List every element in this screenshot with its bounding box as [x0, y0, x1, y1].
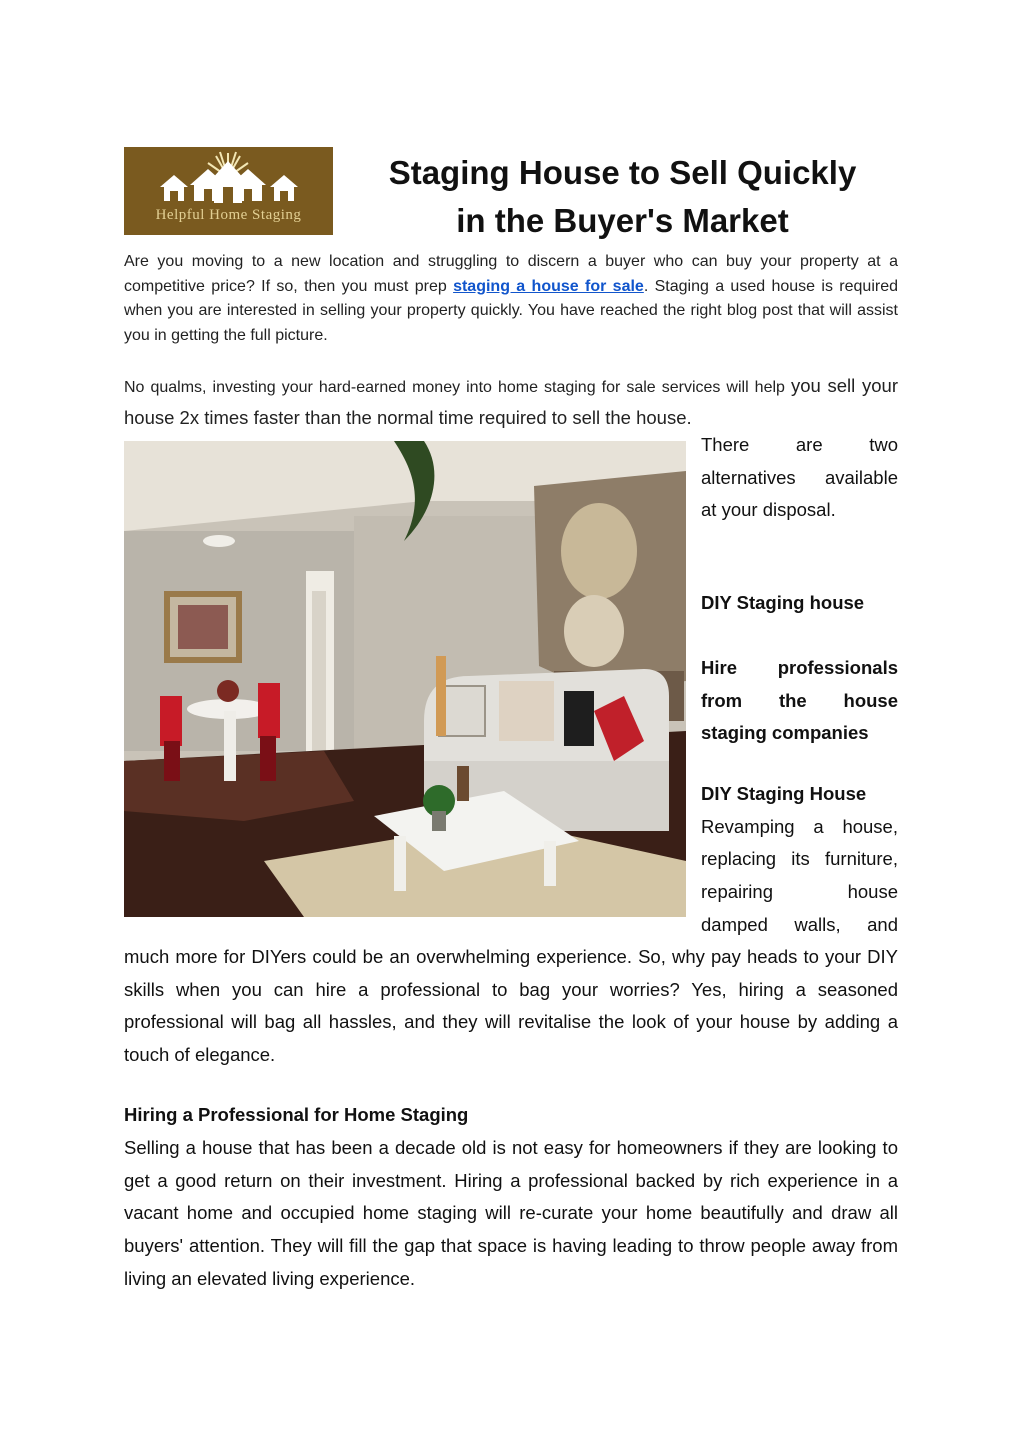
title-line-2: in the Buyer's Market	[456, 202, 789, 239]
intro-paragraph	[124, 250, 898, 348]
option-hire-line-2: from the house	[701, 690, 898, 711]
diy-line-2: replacing its furniture,	[701, 848, 898, 869]
second-paragraph-small: No qualms, investing your hard-earned money into home staging for sale services will help	[124, 379, 785, 396]
diy-continued-paragraph: much more for DIYers could be an overwhelming experience. So, why pay heads to your DIY skills when you can hire a professional to bag your worries? Yes, hiring a seasoned professional will bag all hassles, and they will revitalise the look of your house by adding a touch of elegance.	[124, 946, 898, 1066]
logo-wordmark: Helpful Home Staging	[155, 207, 302, 223]
intro-text-start: Are you moving to a new location and struggling to discern a buyer who can buy your property at a competitive price? If so, then you must prep	[124, 253, 898, 295]
diy-section-heading: DIY Staging House	[701, 783, 867, 804]
alternatives-line-2: alternatives available	[701, 467, 898, 488]
company-logo	[124, 147, 333, 235]
page-title	[345, 149, 900, 245]
living-room-image	[124, 441, 686, 917]
alternatives-line-3: at your disposal.	[701, 499, 836, 520]
diy-line-4: damped walls, and	[701, 914, 898, 935]
hiring-paragraph: Selling a house that has been a decade old is not easy for homeowners if they are looking to get a good return on their investment. Hiring a professional backed by rich experience in a vacant home and occupied home staging will re-curate your home beautifully and draw all buyers' attention. They will fill the gap that space is having leading to throw people away from living an elevated living experience.	[124, 1137, 898, 1289]
intro-text-end: . Staging a used house is required when you are interested in selling your property quickly. You have reached the right blog post that will assist you in getting the full picture.	[124, 277, 899, 344]
option-hire-line-3: staging companies	[701, 722, 869, 743]
staging-house-for-sale-link[interactable]: staging a house for sale	[453, 277, 644, 295]
diy-line-1: Revamping a house,	[701, 816, 898, 837]
second-paragraph-large: you sell your house 2x times faster than the normal time required to sell the house.	[124, 375, 898, 428]
diy-line-3: repairing house	[701, 881, 898, 902]
hiring-section-heading: Hiring a Professional for Home Staging	[124, 1104, 469, 1125]
title-line-1: Staging House to Sell Quickly	[388, 154, 857, 191]
option-hire-line-1: Hire professionals	[701, 657, 898, 678]
second-paragraph	[124, 370, 898, 434]
option-diy-staging: DIY Staging house	[701, 592, 865, 613]
staged-living-room-photo	[124, 441, 686, 917]
alternatives-line-1: There are two	[701, 434, 898, 455]
